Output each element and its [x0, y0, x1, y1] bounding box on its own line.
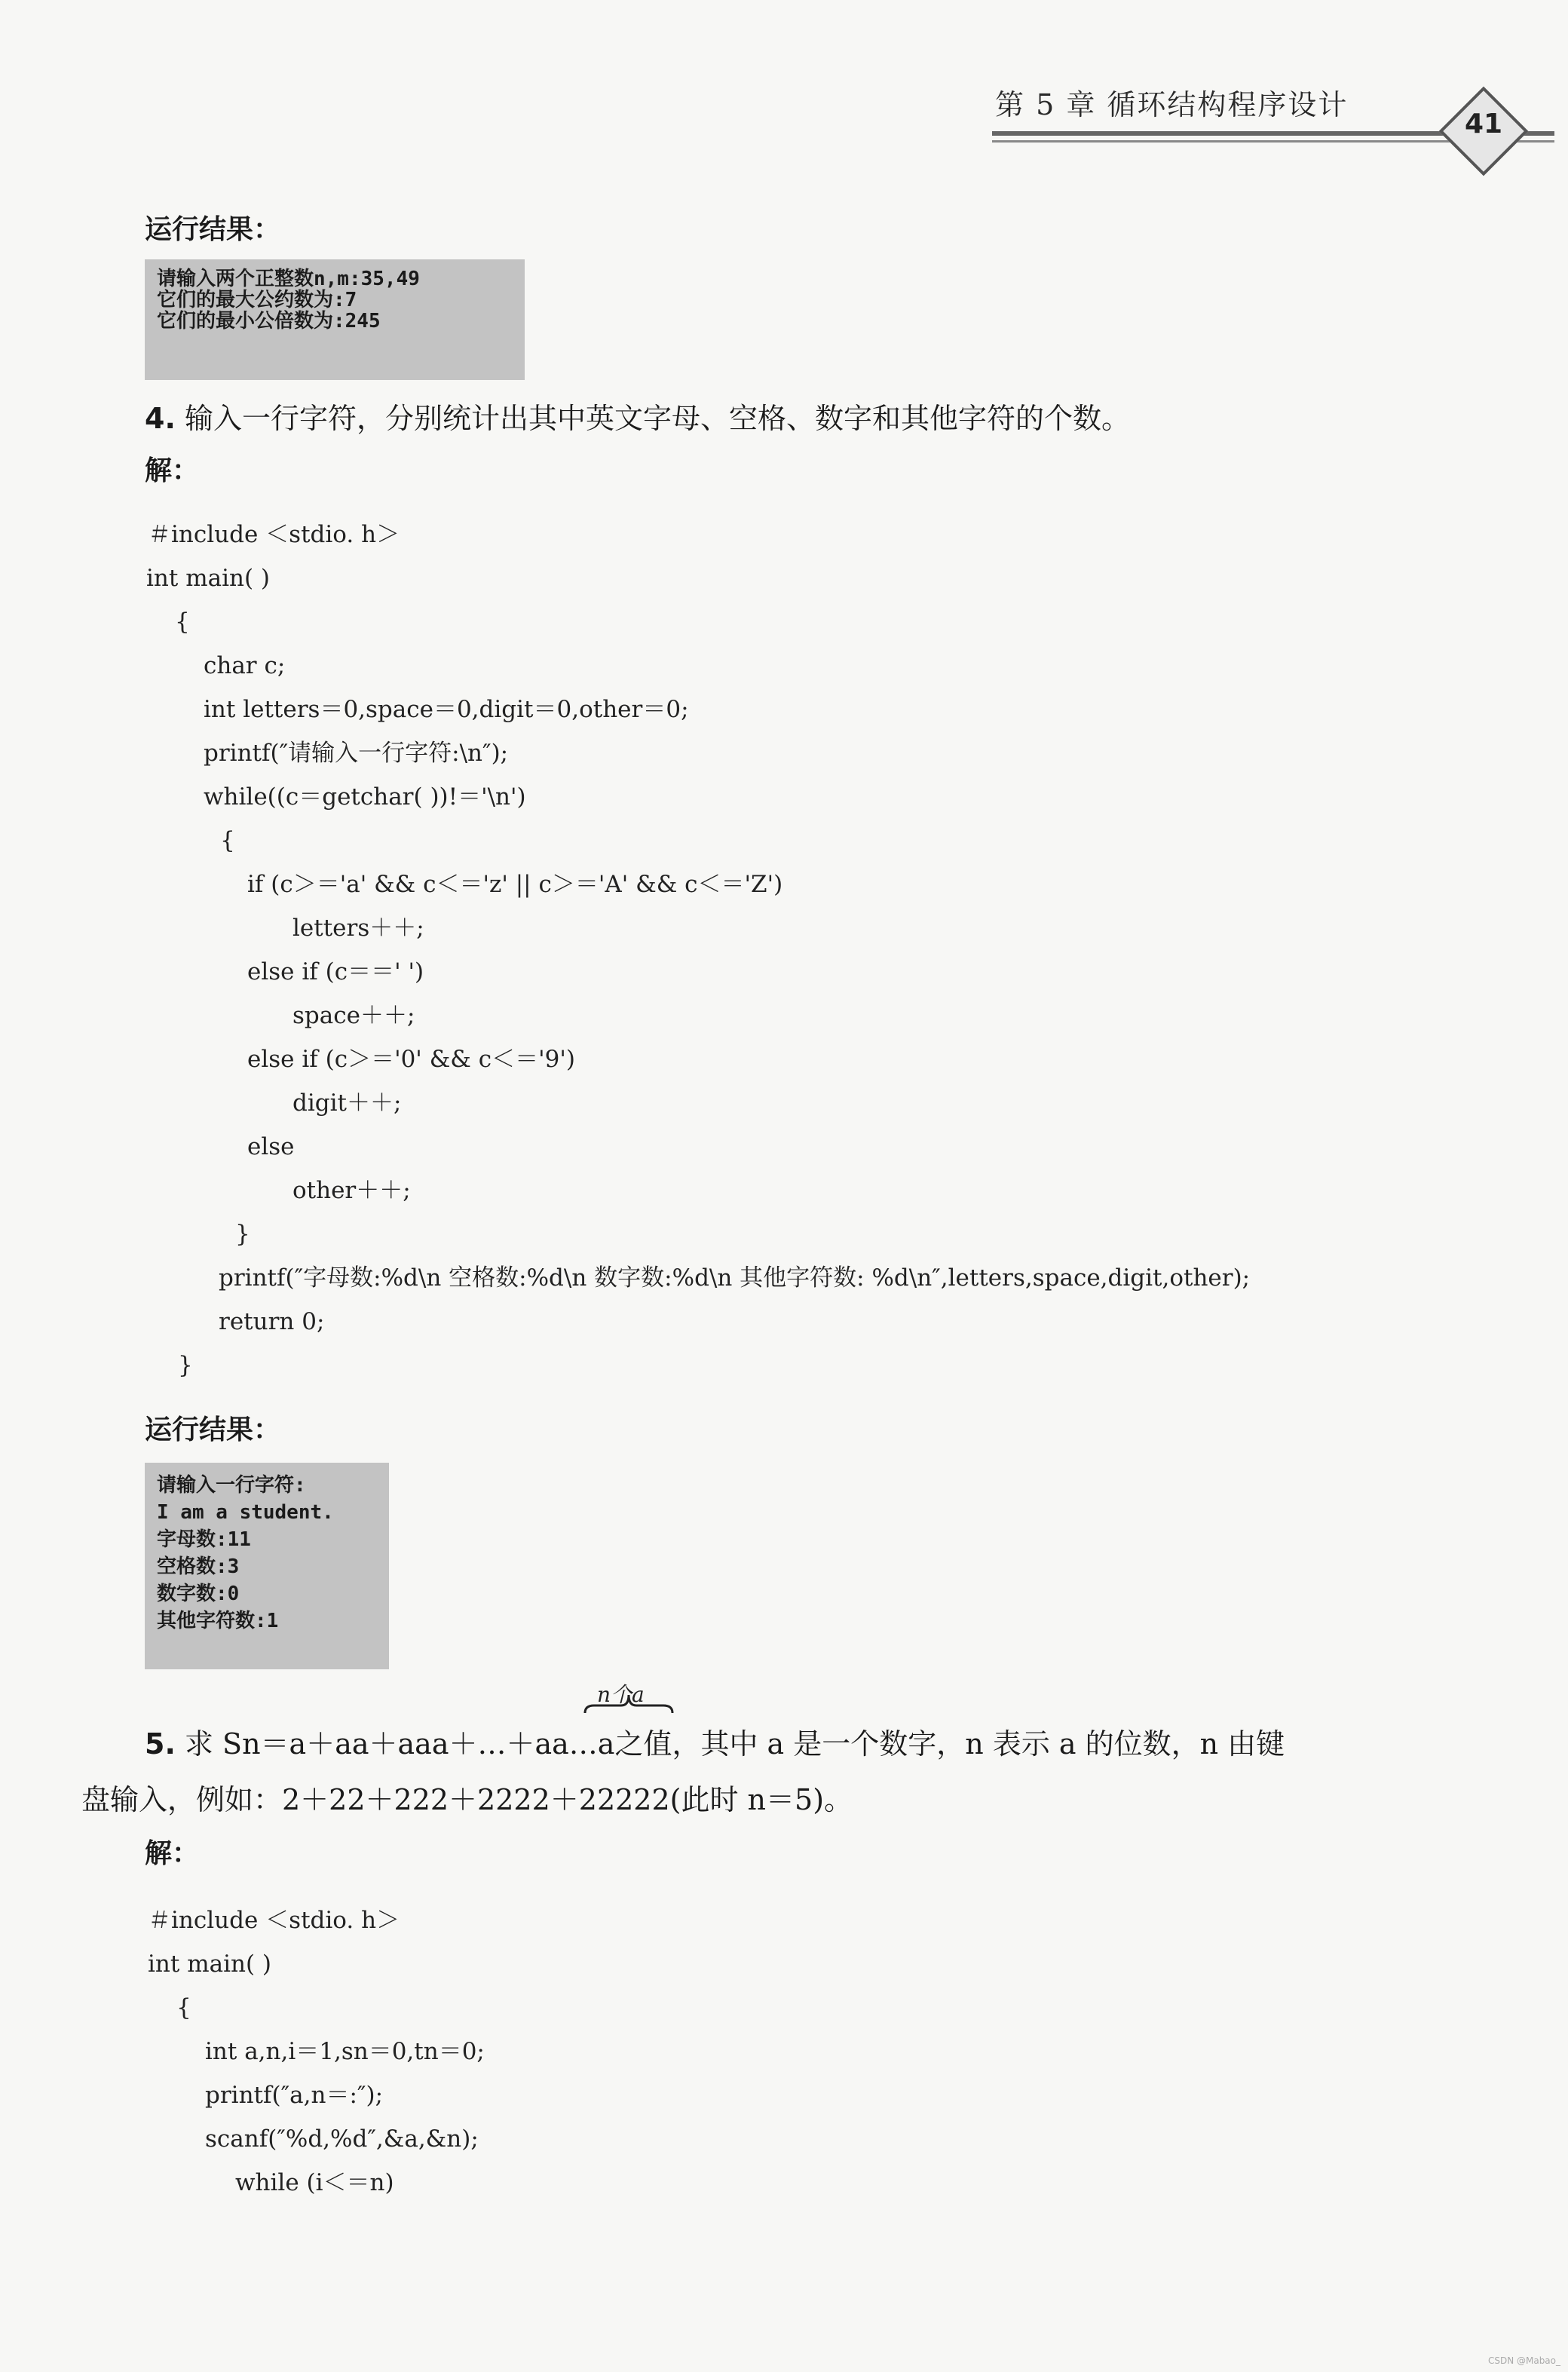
code-line: return 0;	[219, 1308, 325, 1335]
code-line: ＃include ＜stdio. h＞	[148, 1907, 400, 1934]
code-line: int main( )	[148, 1951, 271, 1978]
question-5-line2: 盘输入，例如：2＋22＋222＋2222＋22222(此时 n＝5)。	[81, 1783, 853, 1816]
terminal-output-1	[145, 259, 525, 380]
terminal-line: 请输入两个正整数n,m:35,49	[157, 268, 420, 290]
code-line: else if (c＝＝' ')	[247, 958, 424, 985]
code-line: int letters＝0,space＝0,digit＝0,other＝0;	[204, 696, 689, 723]
terminal-line: 空格数:3	[157, 1555, 240, 1578]
code-line: {	[220, 827, 235, 854]
terminal-output-2	[145, 1463, 389, 1669]
code-line: {	[175, 608, 190, 636]
code-line: ＃include ＜stdio. h＞	[148, 521, 400, 548]
code-line: else	[247, 1133, 295, 1160]
question-number: 4.	[145, 402, 176, 435]
page-number: 41	[1464, 109, 1503, 139]
terminal-line: 字母数:11	[157, 1528, 251, 1551]
question-number: 5.	[145, 1727, 176, 1761]
answer-label: 解：	[145, 455, 200, 486]
overbrace	[583, 1689, 674, 1715]
code-line: printf(″a,n＝:″);	[205, 2082, 384, 2109]
question-4	[145, 395, 1130, 437]
question-5-line1	[145, 1721, 1285, 1762]
question-text: 求 Sn＝a＋aa＋aaa＋…＋aa…a之值，其中 a 是一个数字，n 表示 a 的位数，n 由键	[175, 1727, 1285, 1761]
answer-label: 解：	[145, 1838, 200, 1869]
code-line: char c;	[204, 652, 286, 679]
terminal-line: 它们的最大公约数为:7	[157, 289, 357, 311]
result-label: 运行结果：	[145, 214, 281, 245]
terminal-line: 它们的最小公倍数为:245	[157, 310, 381, 333]
result-label: 运行结果：	[145, 1414, 281, 1445]
code-line: {	[176, 1994, 191, 2021]
code-line: digit＋＋;	[292, 1089, 402, 1117]
code-line: while((c＝getchar( ))!＝'\n')	[204, 783, 526, 811]
terminal-line: I am a student.	[157, 1501, 334, 1524]
code-line: if (c＞＝'a' && c＜＝'z' || c＞＝'A' && c＜＝'Z')	[247, 871, 783, 898]
code-line: other＋＋;	[292, 1177, 411, 1204]
overbrace-label: n个a	[597, 1682, 645, 1707]
code-line: space＋＋;	[292, 1002, 415, 1029]
terminal-line: 其他字符数:1	[157, 1610, 279, 1632]
code-line: printf(″请输入一行字符:\n″);	[204, 740, 509, 767]
code-line: int main( )	[146, 565, 270, 592]
chapter-header: 第 5 章 循环结构程序设计	[995, 88, 1349, 121]
code-line: printf(″字母数:%d\n 空格数:%d\n 数字数:%d\n 其他字符数: %d\n″,letters,space,digit,other);	[219, 1264, 1251, 1292]
code-line: else if (c＞＝'0' && c＜＝'9')	[247, 1046, 575, 1073]
code-line: letters＋＋;	[292, 915, 424, 942]
question-text: 输入一行字符，分别统计出其中英文字母、空格、数字和其他字符的个数。	[175, 402, 1130, 435]
code-line: int a,n,i＝1,sn＝0,tn＝0;	[205, 2038, 485, 2065]
code-line: }	[178, 1352, 193, 1379]
code-line: }	[235, 1221, 250, 1248]
terminal-line: 数字数:0	[157, 1583, 240, 1605]
terminal-line: 请输入一行字符:	[157, 1474, 306, 1497]
code-line: while (i＜＝n)	[235, 2169, 394, 2196]
code-line: scanf(″%d,%d″,&a,&n);	[205, 2125, 479, 2153]
watermark: CSDN @Mabao_	[1487, 2355, 1560, 2366]
